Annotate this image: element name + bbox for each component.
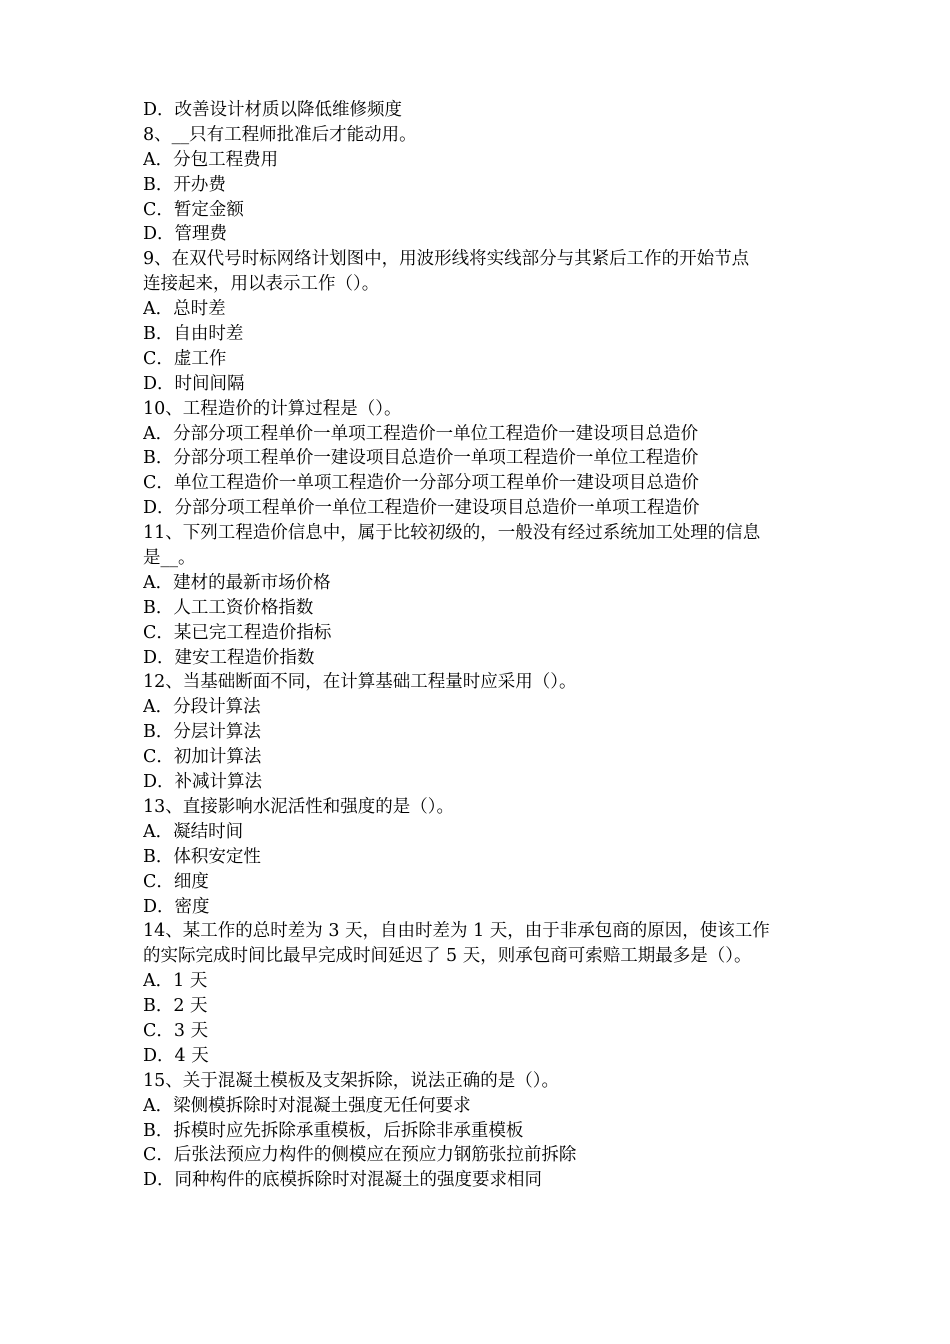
question-14: 14、某工作的总时差为 3 天，自由时差为 1 天，由于非承包商的原因，使该工作	[143, 921, 770, 942]
question-11-cont: 是__。	[143, 548, 196, 569]
option-line: C．某已完工程造价指标	[143, 622, 332, 643]
option-line: D．分部分项工程单价一单位工程造价一建设项目总造价一单项工程造价	[143, 498, 700, 519]
option-line: A．1 天	[143, 971, 208, 992]
document-body	[143, 98, 823, 1193]
option-line: B．分部分项工程单价一建设项目总造价一单项工程造价一单位工程造价	[143, 448, 699, 469]
question-9-cont: 连接起来，用以表示工作（）。	[143, 274, 380, 295]
option-line: C．虚工作	[143, 348, 227, 369]
question-10: 10、工程造价的计算过程是（）。	[143, 398, 402, 419]
option-line: A．总时差	[143, 299, 226, 320]
option-line: C．细度	[143, 871, 209, 892]
option-line: D．补减计算法	[143, 772, 263, 793]
option-line: C．3 天	[143, 1020, 209, 1041]
option-line: A．建材的最新市场价格	[143, 572, 331, 593]
option-line: A．分部分项工程单价一单项工程造价一单位工程造价一建设项目总造价	[143, 423, 699, 444]
option-line: D．密度	[143, 896, 210, 917]
option-line: B．自由时差	[143, 324, 244, 345]
option-line: B．人工工资价格指数	[143, 597, 314, 618]
option-line: C．暂定金额	[143, 199, 244, 220]
option-line: A．梁侧模拆除时对混凝土强度无任何要求	[143, 1095, 471, 1116]
option-line: B．体积安定性	[143, 846, 261, 867]
question-9: 9、在双代号时标网络计划图中，用波形线将实线部分与其紧后工作的开始节点	[143, 249, 750, 270]
question-12: 12、当基础断面不同，在计算基础工程量时应采用（）。	[143, 672, 577, 693]
option-line: B．开办费	[143, 174, 226, 195]
option-line: D．同种构件的底模拆除时对混凝土的强度要求相同	[143, 1170, 543, 1191]
option-line: D．4 天	[143, 1045, 209, 1066]
option-line: D．建安工程造价指数	[143, 647, 315, 668]
option-line: B．2 天	[143, 996, 208, 1017]
option-line: C．后张法预应力构件的侧模应在预应力钢筋张拉前拆除	[143, 1145, 577, 1166]
question-8: 8、__只有工程师批准后才能动用。	[143, 124, 417, 145]
option-line: D．改善设计材质以降低维修频度	[143, 100, 403, 120]
question-15: 15、关于混凝土模板及支架拆除，说法正确的是（）。	[143, 1070, 560, 1091]
option-line: A．分段计算法	[143, 697, 261, 718]
option-line: D．管理费	[143, 224, 228, 245]
option-line: A．凝结时间	[143, 821, 244, 842]
option-line: B．拆模时应先拆除承重模板，后拆除非承重模板	[143, 1120, 524, 1141]
option-line: C．单位工程造价一单项工程造价一分部分项工程单价一建设项目总造价	[143, 473, 699, 494]
option-line: A．分包工程费用	[143, 149, 279, 170]
option-line: D．时间间隔	[143, 373, 245, 394]
option-line: B．分层计算法	[143, 722, 261, 743]
question-14-cont: 的实际完成时间比最早完成时间延迟了 5 天，则承包商可索赔工期最多是（）。	[143, 946, 752, 967]
question-13: 13、直接影响水泥活性和强度的是（）。	[143, 796, 455, 817]
question-11: 11、下列工程造价信息中，属于比较初级的，一般没有经过系统加工处理的信息	[143, 523, 761, 544]
option-line: C．初加计算法	[143, 747, 262, 768]
